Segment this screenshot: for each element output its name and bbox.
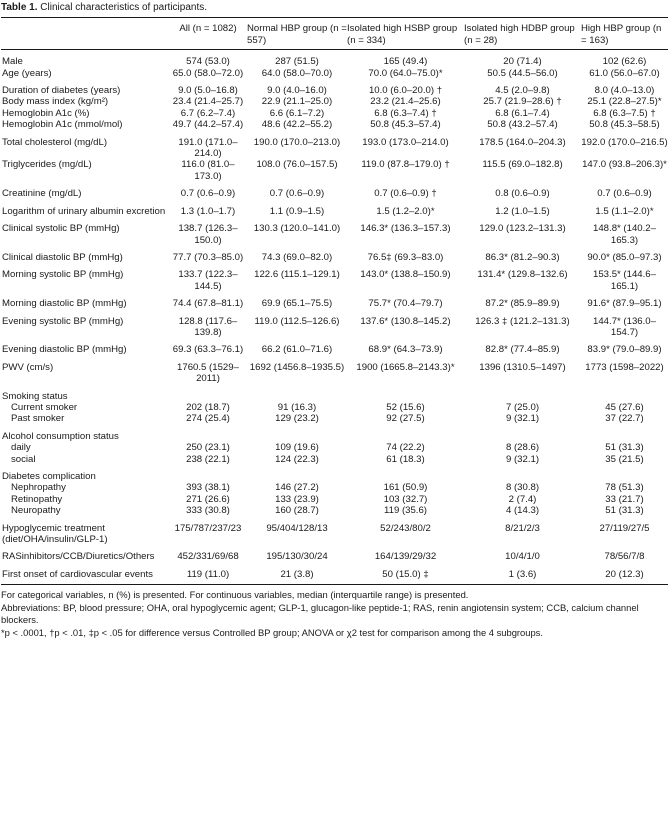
table-cell: 0.7 (0.6–0.9)	[269, 188, 325, 200]
table-cell: 25.1 (22.8–27.5)*	[587, 96, 662, 108]
table-row	[1, 200, 668, 217]
table-cell: 148.8* (140.2–165.3)	[593, 223, 656, 246]
table-cell: 115.5 (69.0–182.8)	[482, 159, 563, 171]
table-cell: 77.7 (70.3–85.0)	[172, 251, 244, 263]
table-cell: 131.4* (129.8–132.6)	[477, 269, 568, 281]
column-header-0	[1, 18, 169, 50]
table-cell: 66.2 (61.0–71.6)	[261, 344, 333, 356]
table-cell: 1.1 (0.9–1.5)	[269, 205, 325, 217]
row-label: RASinhibitors/CCB/Diuretics/Others	[2, 551, 155, 563]
table-cell: 69.3 (63.3–76.1)	[172, 344, 244, 356]
row-label: First onset of cardiovascular events	[2, 568, 153, 580]
table-cell: 83.9* (79.0–89.9)	[587, 344, 662, 356]
table-label: Table 1.	[1, 2, 38, 13]
table-row	[1, 442, 668, 453]
table-row	[1, 310, 668, 339]
table-cell: 23.2 (21.4–25.6)	[370, 96, 441, 108]
table-row	[1, 182, 668, 199]
row-label: Male	[2, 56, 23, 68]
row-label: Retinopathy	[11, 493, 63, 505]
row-label: Creatinine (mg/dL)	[2, 188, 82, 200]
row-label: Morning diastolic BP (mmHg)	[2, 298, 127, 310]
column-header-5: High HBP group (n = 163)	[581, 23, 662, 46]
table-cell	[347, 465, 464, 482]
table-cell: 0.7 (0.6–0.9)	[180, 188, 236, 200]
table-caption	[1, 2, 668, 13]
table-cell: 69.9 (65.1–75.5)	[261, 298, 333, 310]
column-header-1: All (n = 1082)	[179, 23, 237, 35]
table-cell: 195/130/30/24	[266, 551, 328, 563]
table-cell: 8/21/2/3	[505, 522, 540, 534]
table-cell: 50.8 (45.3–57.4)	[370, 119, 441, 131]
table-cell: 1692 (1456.8–1935.5)	[249, 361, 345, 373]
table-cell: 119 (11.0)	[186, 568, 230, 580]
table-cell: 20 (12.3)	[605, 568, 644, 580]
table-cell: 161 (50.9)	[383, 482, 428, 494]
row-label: Logarithm of urinary albumin excretion	[2, 205, 166, 217]
table-cell: 119.0 (87.8–179.0) †	[361, 159, 450, 171]
table-cell: 4 (14.3)	[505, 505, 540, 517]
table-cell: 129.0 (123.2–131.3)	[479, 223, 566, 235]
table-cell: 95/404/128/13	[266, 522, 328, 534]
row-label: Body mass index (kg/m²)	[2, 96, 109, 108]
table-cell: 6.7 (6.2–7.4)	[180, 107, 236, 119]
row-label: social	[11, 453, 36, 465]
table-cell: 1.5 (1.2–2.0)*	[376, 205, 435, 217]
table-cell	[464, 465, 581, 482]
table-cell: 64.0 (58.0–70.0)	[261, 67, 333, 79]
table-cell: 92 (27.5)	[386, 413, 425, 425]
table-cell: 271 (26.6)	[186, 493, 230, 505]
table-cell: 274 (25.4)	[186, 413, 230, 425]
table-row	[1, 246, 668, 263]
table-row	[1, 131, 668, 160]
table-row	[1, 425, 668, 442]
table-cell: 75.7* (70.4–79.7)	[368, 298, 443, 310]
row-label: Duration of diabetes (years)	[2, 85, 121, 97]
table-cell	[247, 425, 347, 442]
table-cell: 128.8 (117.6–139.8)	[178, 315, 238, 338]
table-cell: 20 (71.4)	[503, 56, 542, 68]
row-label: Current smoker	[11, 401, 78, 413]
column-header-2: Normal HBP group (n = 557)	[247, 23, 347, 46]
table-cell: 51 (31.3)	[605, 442, 644, 454]
table-cell: 8.0 (4.0–13.0)	[594, 85, 655, 97]
table-cell: 25.7 (21.9–28.6) †	[483, 96, 562, 108]
row-label: Clinical systolic BP (mmHg)	[2, 223, 120, 235]
table-cell: 70.0 (64.0–75.0)*	[368, 67, 443, 79]
table-row	[1, 292, 668, 309]
table-cell: 27/119/27/5	[599, 522, 650, 534]
table-cell: 87.2* (85.9–89.9)	[485, 298, 560, 310]
table-cell: 0.8 (0.6–0.9)	[495, 188, 550, 200]
table-cell: 147.0 (93.8–206.3)*	[582, 159, 667, 171]
table-row	[1, 79, 668, 96]
table-cell: 133 (23.9)	[275, 493, 319, 505]
table-cell: 122.6 (115.1–129.1)	[254, 269, 340, 281]
table-cell: 175/787/237/23	[174, 522, 242, 534]
characteristics-table	[1, 17, 668, 585]
table-cell: 6.8 (6.1–7.4)	[495, 107, 550, 119]
table-cell	[247, 465, 347, 482]
table-cell	[464, 385, 581, 402]
table-row	[1, 413, 668, 424]
table-cell: 287 (51.5)	[275, 56, 319, 68]
table-cell: 165 (49.4)	[383, 56, 428, 68]
table-cell: 49.7 (44.2–57.4)	[172, 119, 244, 131]
table-cell: 144.7* (136.0–154.7)	[593, 315, 656, 338]
table-cell: 61 (18.3)	[386, 453, 425, 465]
table-cell: 4.5 (2.0–9.8)	[495, 85, 550, 97]
table-row	[1, 119, 668, 130]
table-cell: 102 (62.6)	[602, 56, 647, 68]
header-row	[1, 18, 668, 50]
table-cell: 0.7 (0.6–0.9) †	[374, 188, 437, 200]
table-row	[1, 108, 668, 119]
row-label: Evening diastolic BP (mmHg)	[2, 344, 127, 356]
table-cell: 8 (28.6)	[505, 442, 540, 454]
table-row	[1, 338, 668, 355]
table-cell: 1 (3.6)	[508, 568, 537, 580]
row-label: Total cholesterol (mg/dL)	[2, 136, 108, 148]
table-row	[1, 159, 668, 182]
table-cell: 52/243/80/2	[380, 522, 431, 534]
table-cell: 130.3 (120.0–141.0)	[253, 223, 341, 235]
table-cell: 133.7 (122.3–144.5)	[178, 269, 238, 292]
table-cell: 76.5‡ (69.3–83.0)	[367, 251, 444, 263]
table-cell: 153.5* (144.6–165.1)	[593, 269, 656, 292]
table-cell: 33 (21.7)	[605, 493, 644, 505]
table-cell: 1.2 (1.0–1.5)	[495, 205, 550, 217]
table-cell: 45 (27.6)	[605, 401, 644, 413]
table-cell: 23.4 (21.4–25.7)	[172, 96, 244, 108]
table-cell: 164/139/29/32	[374, 551, 437, 563]
table-cell: 178.5 (164.0–204.3)	[479, 136, 566, 148]
table-row	[1, 50, 668, 68]
table-cell: 86.3* (81.2–90.3)	[485, 251, 560, 263]
table-cell: 192.0 (170.0–216.5)	[581, 136, 668, 148]
table-cell: 146.3* (136.3–157.3)	[360, 223, 451, 235]
table-cell: 48.6 (42.2–55.2)	[261, 119, 333, 131]
table-cell: 74.3 (69.0–82.0)	[261, 251, 333, 263]
table-cell: 0.7 (0.6–0.9)	[597, 188, 652, 200]
table-cell: 37 (22.7)	[605, 413, 644, 425]
table-cell: 91.6* (87.9–95.1)	[587, 298, 662, 310]
row-label: Age (years)	[2, 67, 52, 79]
table-row	[1, 482, 668, 493]
table-row	[1, 68, 668, 79]
table-cell: 452/331/69/68	[177, 551, 239, 563]
table-cell: 160 (28.7)	[275, 505, 319, 517]
table-row	[1, 545, 668, 562]
table-cell: 124 (22.3)	[275, 453, 319, 465]
table-cell: 146 (27.2)	[275, 482, 319, 494]
table-cell: 250 (23.1)	[186, 442, 230, 454]
table-row	[1, 356, 668, 385]
table-cell: 78/56/7/8	[604, 551, 645, 563]
row-label: Alcohol consumption status	[2, 430, 119, 442]
table-cell	[169, 385, 247, 402]
row-label: Nephropathy	[11, 482, 66, 494]
table-cell	[247, 385, 347, 402]
table-cell: 50 (15.0) ‡	[382, 568, 429, 580]
row-label: Evening systolic BP (mmHg)	[2, 315, 124, 327]
table-cell: 9 (32.1)	[505, 413, 540, 425]
table-cell: 35 (21.5)	[605, 453, 644, 465]
table-row	[1, 263, 668, 292]
table-cell: 333 (30.8)	[186, 505, 230, 517]
table-cell: 61.0 (56.0–67.0)	[589, 67, 660, 79]
table-cell: 126.3 ‡ (121.2–131.3)	[475, 315, 570, 327]
table-cell: 393 (38.1)	[186, 482, 230, 494]
table-row	[1, 517, 668, 546]
table-row	[1, 217, 668, 246]
table-cell: 7 (25.0)	[505, 401, 540, 413]
table-cell: 1.3 (1.0–1.7)	[180, 205, 236, 217]
table-cell: 74 (22.2)	[386, 442, 425, 454]
table-cell: 9.0 (5.0–16.8)	[178, 85, 238, 97]
table-cell	[464, 425, 581, 442]
table-cell	[169, 425, 247, 442]
table-cell: 6.6 (6.1–7.2)	[269, 107, 325, 119]
table-cell: 138.7 (126.3–150.0)	[178, 223, 238, 246]
table-title: Clinical characteristics of participants.	[40, 2, 208, 13]
table-cell: 1773 (1598–2022)	[585, 361, 664, 373]
footnote: *p < .0001, †p < .01, ‡p < .05 for difference versus Controlled BP group; ANOVA or χ2 test for comparison among the 4 subgroups.	[1, 627, 543, 639]
table-cell: 9 (32.1)	[505, 453, 540, 465]
table-cell: 202 (18.7)	[186, 401, 230, 413]
table-cell: 21 (3.8)	[280, 568, 314, 580]
table-cell: 9.0 (4.0–16.0)	[267, 85, 327, 97]
table-cell: 119.0 (112.5–126.6)	[254, 315, 340, 327]
table-cell: 91 (16.3)	[277, 401, 317, 413]
table-row	[1, 465, 668, 482]
table-cell: 109 (19.6)	[275, 442, 319, 454]
table-cell: 1.5 (1.1–2.0)*	[595, 205, 654, 217]
row-label: Diabetes complication	[2, 471, 96, 482]
row-label: Hemoglobin A1c (%)	[2, 107, 90, 119]
table-cell: 193.0 (173.0–214.0)	[362, 136, 449, 148]
table-cell: 22.9 (21.1–25.0)	[261, 96, 333, 108]
table-cell: 1396 (1310.5–1497)	[479, 361, 566, 373]
table-cell: 1900 (1665.8–2143.3)*	[356, 361, 455, 373]
table-row	[1, 402, 668, 413]
table-cell: 191.0 (171.0–214.0)	[178, 136, 238, 160]
table-cell	[169, 465, 247, 482]
table-cell	[347, 385, 464, 402]
table-body	[1, 50, 668, 585]
table-cell: 2 (7.4)	[508, 493, 537, 505]
footnote: Abbreviations: BP, blood pressure; OHA, oral hypoglycemic agent; GLP-1, glucagon-like peptide-1; RAS, renin angiotensin system; CCB, calcium channel blockers.	[1, 602, 639, 626]
table-cell: 68.9* (64.3–73.9)	[368, 344, 443, 356]
column-header-3: Isolated high HSBP group (n = 334)	[347, 23, 458, 46]
table-cell: 50.5 (44.5–56.0)	[487, 67, 558, 79]
row-label: Triglycerides (mg/dL)	[2, 159, 92, 171]
row-label: PWV (cm/s)	[2, 361, 54, 373]
column-header-4: Isolated high HDBP group (n = 28)	[464, 23, 575, 46]
table-cell	[581, 465, 668, 482]
table-cell: 65.0 (58.0–72.0)	[172, 67, 244, 79]
table-row	[1, 385, 668, 402]
table-cell: 10/4/1/0	[505, 551, 540, 563]
table-row	[1, 563, 668, 585]
table-row	[1, 96, 668, 107]
table-cell: 52 (15.6)	[386, 401, 425, 413]
table-cell: 108.0 (76.0–157.5)	[256, 159, 338, 171]
table-cell: 137.6* (130.8–145.2)	[360, 315, 451, 327]
row-label: Morning systolic BP (mmHg)	[2, 269, 124, 281]
row-label: Neuropathy	[11, 505, 61, 517]
table-cell: 8 (30.8)	[505, 482, 540, 494]
table-cell: 50.8 (43.2–57.4)	[487, 119, 558, 131]
table-cell	[581, 425, 668, 442]
table-cell: 574 (53.0)	[186, 56, 230, 68]
table-cell	[347, 425, 464, 442]
table-cell: 74.4 (67.8–81.1)	[172, 298, 244, 310]
footnote: For categorical variables, n (%) is presented. For continuous variables, median (interquartile range) is presented.	[1, 589, 469, 601]
row-label: Smoking status	[2, 390, 68, 402]
row-label: Past smoker	[11, 413, 65, 425]
table-cell: 116.0 (81.0–173.0)	[181, 159, 235, 182]
table-cell: 82.8* (77.4–85.9)	[485, 344, 560, 356]
table-cell: 6.8 (6.3–7.5) †	[593, 107, 656, 119]
table-cell: 119 (35.6)	[383, 505, 428, 517]
table-cell: 190.0 (170.0–213.0)	[253, 136, 341, 148]
table-cell: 50.8 (45.3–58.5)	[589, 119, 660, 131]
table-row	[1, 454, 668, 465]
row-label: Hemoglobin A1c (mmol/mol)	[2, 119, 123, 131]
table-footnotes	[1, 589, 668, 639]
table-cell: 129 (23.2)	[275, 413, 319, 425]
table-row	[1, 494, 668, 505]
row-label: daily	[11, 442, 31, 454]
table-cell: 90.0* (85.0–97.3)	[587, 251, 662, 263]
row-label: Hypoglycemic treatment (diet/OHA/insulin/GLP-1)	[2, 522, 108, 546]
table-cell: 78 (51.3)	[605, 482, 644, 494]
table-cell: 1760.5 (1529–2011)	[177, 361, 239, 385]
table-cell: 10.0 (6.0–20.0) †	[368, 85, 443, 97]
table-cell	[581, 385, 668, 402]
table-cell: 143.0* (138.8–150.9)	[360, 269, 451, 281]
row-label: Clinical diastolic BP (mmHg)	[2, 251, 123, 263]
table-cell: 6.8 (6.3–7.4) †	[374, 107, 437, 119]
table-cell: 103 (32.7)	[383, 493, 428, 505]
table-cell: 51 (31.3)	[605, 505, 644, 517]
table-cell: 238 (22.1)	[186, 453, 230, 465]
table-row	[1, 505, 668, 516]
